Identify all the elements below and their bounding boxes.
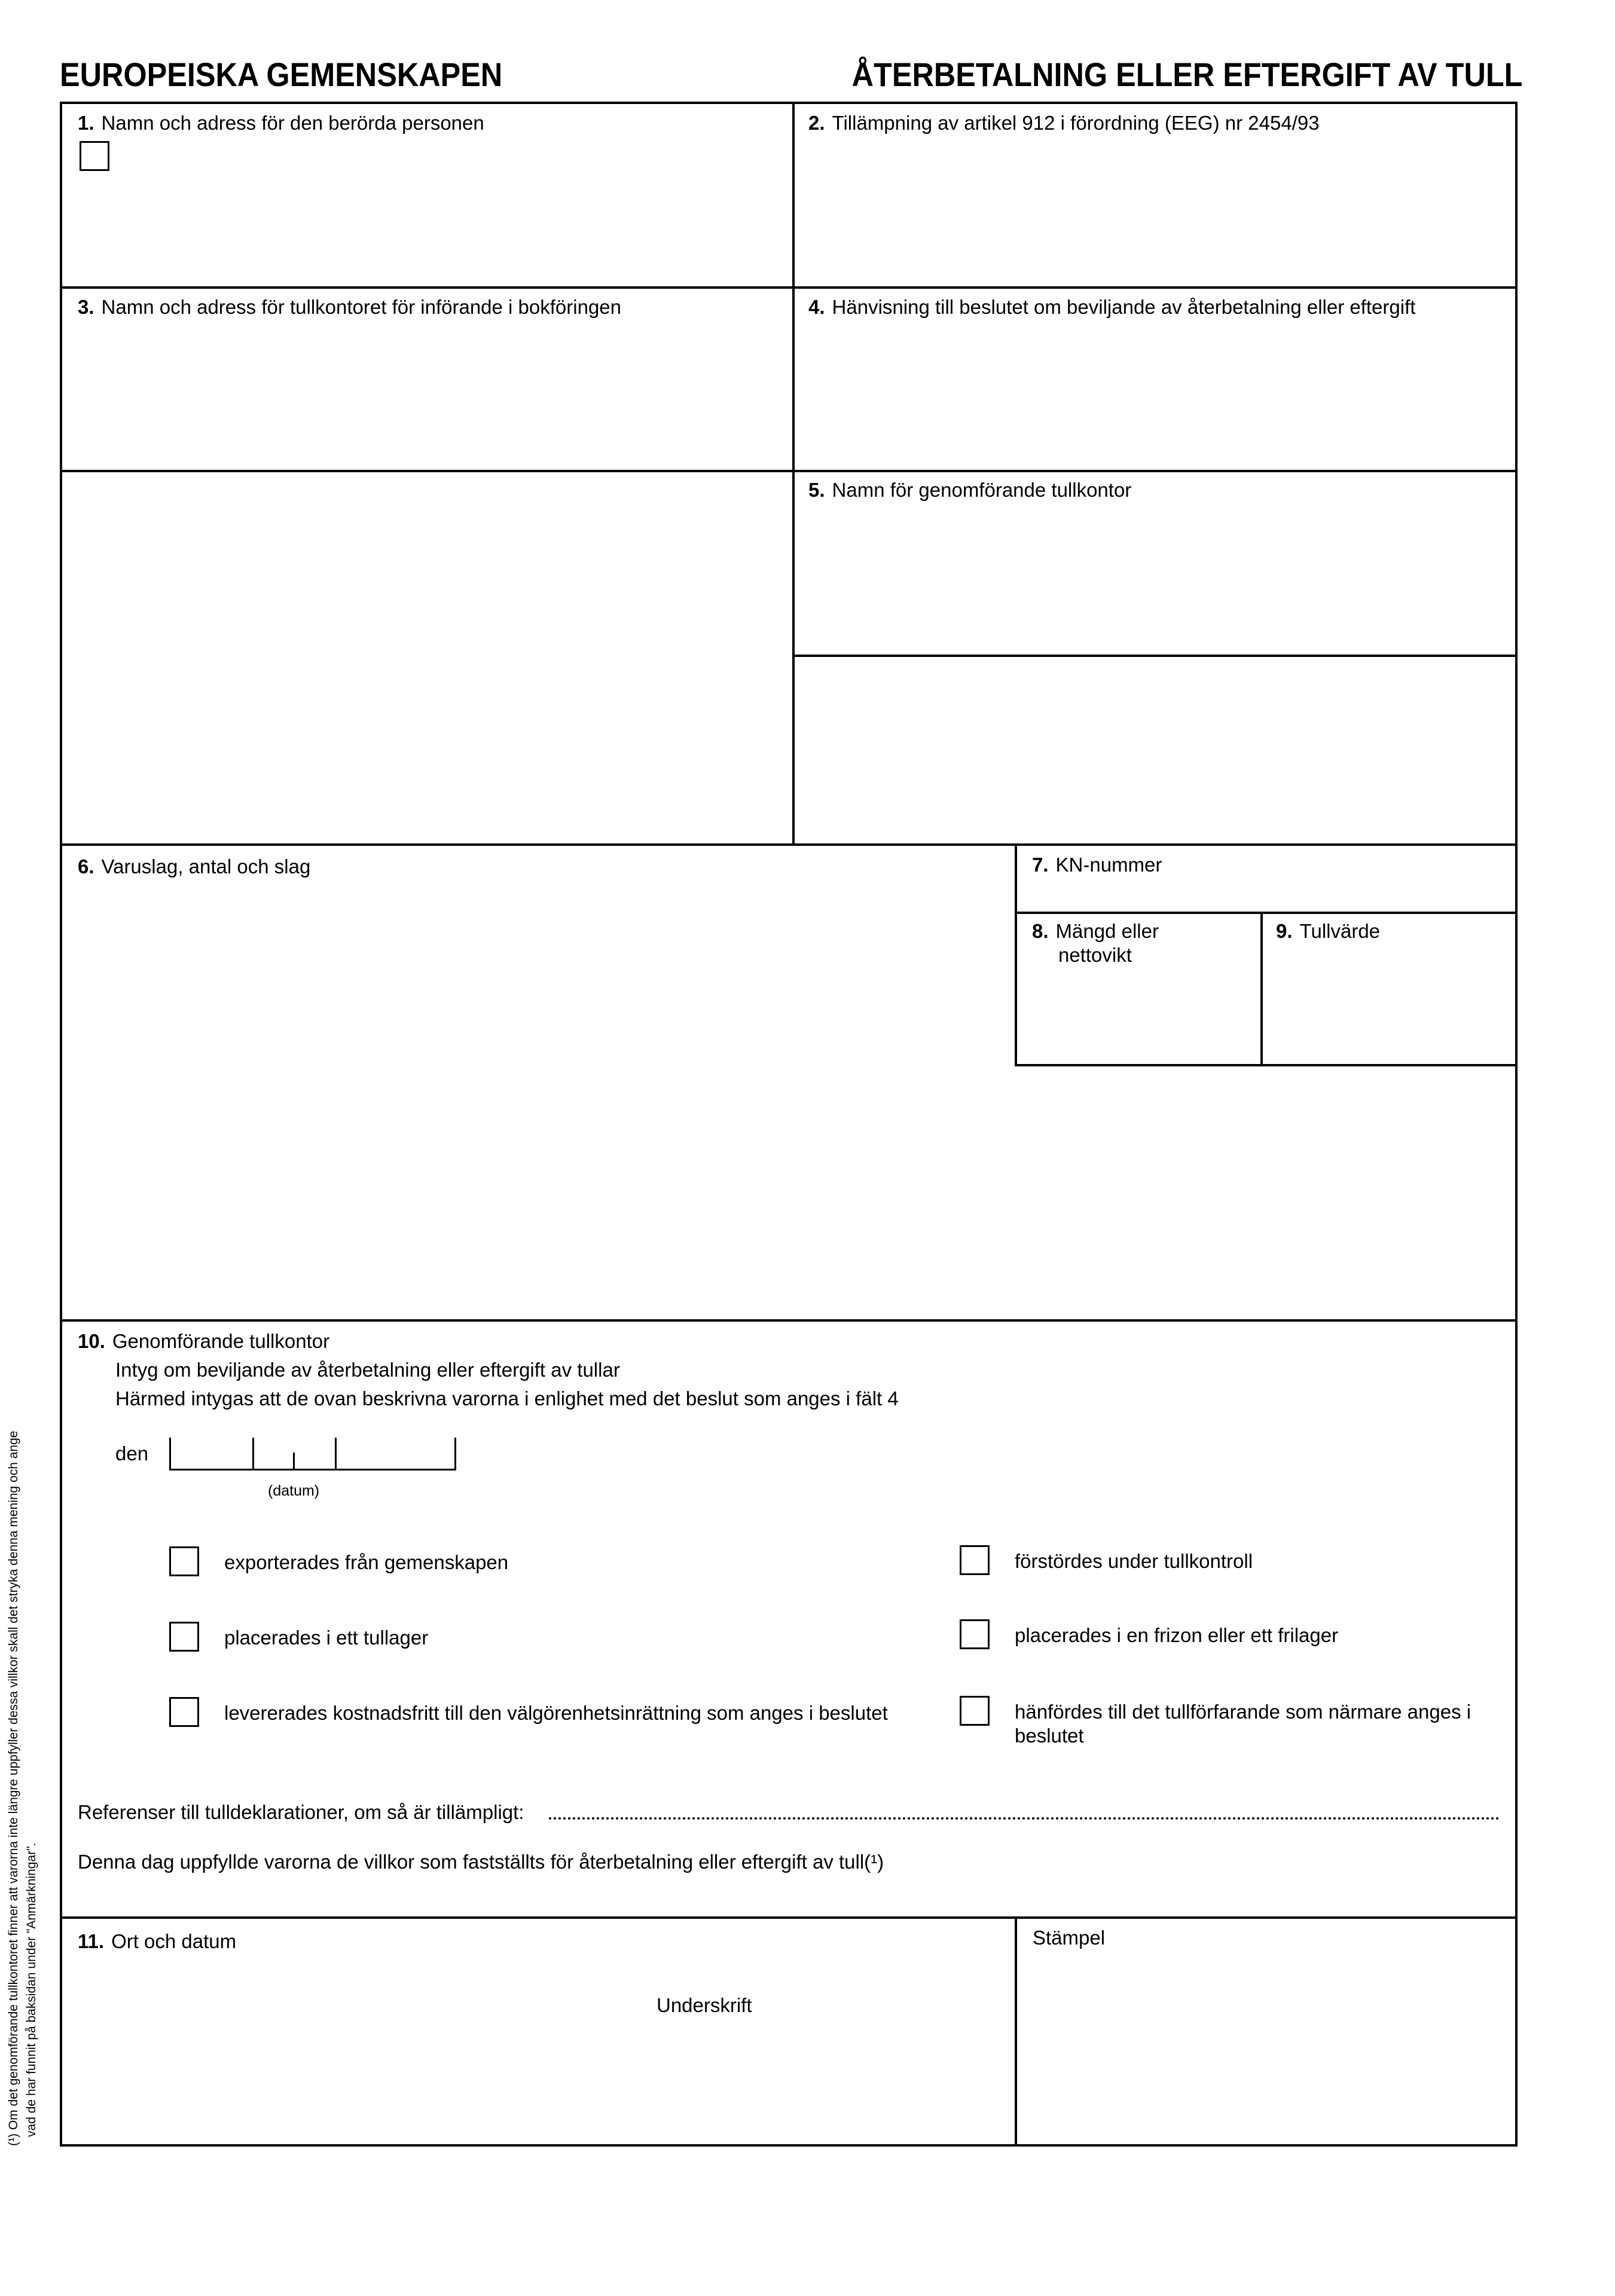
- field-8-label: 8. Mängd eller: [1032, 920, 1159, 942]
- field-9-label: 9. Tullvärde: [1276, 920, 1381, 942]
- option-hanfordes: hänfördes till det tullförfarande som närmare anges i: [1015, 1701, 1471, 1723]
- header-left-title: EUROPEISKA GEMENSKAPEN: [60, 56, 503, 93]
- field-2-label: 2. Tillämpning av artikel 912 i förordning (EEG) nr 2454/93: [808, 112, 1320, 134]
- footnote-rotated: [5, 1309, 41, 2146]
- option-frizon: placerades i en frizon eller ett frilager: [1015, 1624, 1339, 1646]
- footnote-line-2: vad de har funnit på baksidan under "Anmärkningar".: [25, 1842, 38, 2137]
- checkbox-hanfordes[interactable]: [960, 1696, 990, 1726]
- date-prefix: den: [115, 1442, 149, 1465]
- stamp-label: Stämpel: [1033, 1927, 1106, 1949]
- footnote-line-1: (¹) Om det genomförande tullkontoret finner att varorna inte längre uppfyller dessa villkor skall det stryka denna mening och ange: [7, 1430, 20, 2146]
- field-4-label: 4. Hänvisning till beslutet om beviljande av återbetalning eller eftergift: [808, 296, 1416, 318]
- checkbox-exporterades[interactable]: [169, 1546, 199, 1576]
- field-10-harmed-line: Härmed intygas att de ovan beskrivna varorna i enlighet med det beslut som anges i fält 4: [115, 1387, 899, 1410]
- field-10-intyg-line: Intyg om beviljande av återbetalning eller eftergift av tullar: [115, 1359, 620, 1381]
- checkbox-frizon[interactable]: [960, 1619, 990, 1649]
- option-tullager: placerades i ett tullager: [224, 1627, 429, 1649]
- checkbox-forstordes[interactable]: [960, 1545, 990, 1575]
- field-11-label: 11. Ort och datum: [78, 1930, 237, 1952]
- field-8-label-line2: nettovikt: [1058, 944, 1132, 966]
- option-forstordes: förstördes under tullkontroll: [1015, 1550, 1253, 1572]
- checkbox-levererades[interactable]: [169, 1697, 199, 1727]
- field-6-label: 6. Varuslag, antal och slag: [78, 855, 311, 878]
- fulfilled-text: Denna dag uppfyllde varorna de villkor som fastställts för återbetalning eller eftergift av tull(¹): [78, 1851, 884, 1873]
- field-3-label: 3. Namn och adress för tullkontoret för införande i bokföringen: [78, 296, 622, 318]
- option-exporterades: exporterades från gemenskapen: [224, 1551, 509, 1573]
- field-10-label: 10. Genomförande tullkontor: [78, 1330, 330, 1352]
- field-1-label: 1. Namn och adress för den berörda personen: [78, 112, 484, 134]
- field-5-label: 5. Namn för genomförande tullkontor: [808, 479, 1132, 501]
- field-7-label: 7. KN-nummer: [1032, 854, 1162, 876]
- references-label: Referenser till tulldeklarationer, om så är tillämpligt:: [78, 1801, 524, 1823]
- option-hanfordes-line2: beslutet: [1015, 1725, 1084, 1747]
- option-levererades: levererades kostnadsfritt till den välgörenhetsinrättning som anges i beslutet: [224, 1702, 888, 1724]
- checkbox-tullager[interactable]: [169, 1622, 199, 1652]
- date-caption: (datum): [268, 1482, 320, 1499]
- references-input[interactable]: [549, 1817, 1500, 1820]
- signature-label: Underskrift: [657, 1994, 752, 2016]
- field-1-checkbox[interactable]: [80, 141, 109, 171]
- header-right-title: ÅTERBETALNING ELLER EFTERGIFT AV TULL: [851, 56, 1522, 93]
